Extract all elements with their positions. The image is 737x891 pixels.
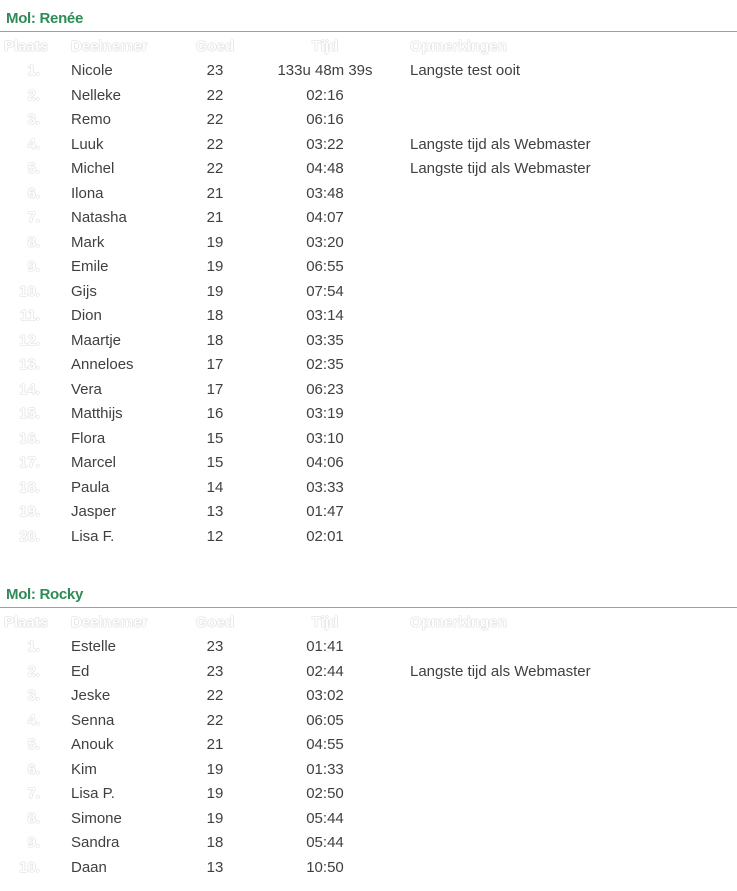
header-time: Tijd: [311, 38, 339, 55]
row-name: Lisa P.: [71, 785, 115, 802]
table-row: [0, 831, 737, 856]
table-row: [0, 709, 737, 734]
row-name: Anouk: [71, 736, 114, 753]
row-time: 03:14: [306, 307, 344, 324]
row-place: 3.: [27, 687, 40, 704]
row-place: 16.: [19, 429, 40, 447]
table-row: [0, 304, 737, 329]
row-time: 02:01: [306, 527, 344, 545]
row-place: 6.: [27, 760, 40, 778]
table-header: [0, 35, 737, 59]
row-time: 06:55: [306, 258, 344, 275]
row-place: 20.: [19, 527, 40, 545]
row-place: 9.: [27, 834, 40, 851]
row-score: 16: [206, 405, 224, 422]
row-time: 06:23: [306, 380, 344, 398]
row-time: 03:48: [306, 184, 344, 202]
table-header: [0, 611, 737, 635]
row-time: 06:16: [306, 111, 344, 128]
row-score: 18: [206, 307, 224, 324]
row-place: 13.: [19, 356, 40, 373]
row-name: Estelle: [71, 638, 117, 655]
row-time: 02:16: [306, 86, 344, 104]
table-body: [0, 59, 737, 549]
row-name: Mark: [71, 233, 105, 251]
row-name: Gijs: [71, 282, 97, 300]
table-row: [0, 684, 737, 709]
section-title: Mol: Renée: [6, 10, 84, 27]
table-row: [0, 856, 737, 881]
row-place: 1.: [27, 638, 40, 655]
row-name: Ed: [71, 662, 90, 680]
row-name: Dion: [71, 307, 102, 324]
row-score: 19: [206, 258, 224, 275]
row-time: 05:44: [306, 809, 344, 827]
row-place: 18.: [19, 478, 40, 496]
row-name: Daan: [71, 858, 107, 876]
row-time: 01:47: [306, 503, 344, 520]
row-name: Senna: [71, 711, 115, 729]
row-place: 14.: [19, 380, 40, 398]
row-score: 21: [206, 209, 224, 226]
table-body: [0, 635, 737, 880]
table-row: [0, 353, 737, 378]
row-place: 7.: [27, 785, 40, 802]
row-time: 01:33: [306, 760, 344, 778]
row-name: Jeske: [71, 687, 111, 704]
row-name: Anneloes: [71, 356, 134, 373]
table-row: [0, 758, 737, 783]
row-score: 17: [206, 356, 224, 373]
row-score: 18: [206, 331, 224, 349]
row-time: 02:50: [306, 785, 344, 802]
row-time: 04:48: [306, 160, 344, 177]
header-score: Goed: [195, 38, 235, 55]
header-place: Plaats: [4, 614, 49, 631]
header-time: Tijd: [311, 614, 339, 631]
row-score: 19: [206, 233, 224, 251]
row-score: 23: [206, 638, 224, 655]
row-place: 8.: [27, 809, 40, 827]
row-place: 8.: [27, 233, 40, 251]
row-name: Nelleke: [71, 86, 122, 104]
row-place: 3.: [27, 111, 40, 128]
row-time: 03:02: [306, 687, 344, 704]
row-name: Sandra: [71, 834, 120, 851]
table-row: [0, 402, 737, 427]
row-time: 04:07: [306, 209, 344, 226]
row-place: 4.: [27, 135, 40, 153]
row-time: 04:06: [306, 454, 344, 471]
row-name: Michel: [71, 160, 115, 177]
header-name: Deelnemer: [71, 614, 148, 631]
row-score: 14: [206, 478, 224, 496]
table-row: [0, 660, 737, 685]
table-row: [0, 525, 737, 550]
table-row: [0, 733, 737, 758]
row-score: 21: [206, 736, 224, 753]
row-name: Vera: [71, 380, 102, 398]
row-place: 19.: [19, 503, 40, 520]
table-row: [0, 157, 737, 182]
row-score: 22: [206, 135, 224, 153]
row-time: 05:44: [306, 834, 344, 851]
row-name: Natasha: [71, 209, 127, 226]
table-row: [0, 807, 737, 832]
table-row: [0, 133, 737, 158]
table-row: [0, 182, 737, 207]
row-time: 10:50: [306, 858, 344, 876]
row-place: 10.: [19, 282, 40, 300]
row-score: 15: [206, 429, 224, 447]
row-score: 18: [206, 834, 224, 851]
table-row: [0, 206, 737, 231]
row-time: 01:41: [306, 638, 344, 655]
row-place: 5.: [27, 160, 40, 177]
table-row: [0, 108, 737, 133]
row-place: 10.: [19, 858, 40, 876]
row-score: 19: [206, 785, 224, 802]
row-name: Maartje: [71, 331, 122, 349]
row-score: 22: [206, 687, 224, 704]
row-score: 17: [206, 380, 224, 398]
row-time: 03:22: [306, 135, 344, 153]
row-time: 03:19: [306, 405, 344, 422]
row-place: 7.: [27, 209, 40, 226]
header-note: Opmerkingen: [410, 614, 507, 631]
table-row: [0, 378, 737, 403]
row-time: 03:20: [306, 233, 344, 251]
header-place: Plaats: [4, 38, 49, 55]
row-time: 02:44: [306, 662, 344, 680]
row-name: Ilona: [71, 184, 104, 202]
header-note: Opmerkingen: [410, 38, 507, 55]
section-title: Mol: Rocky: [6, 586, 84, 603]
table-row: [0, 635, 737, 660]
table-row: [0, 280, 737, 305]
row-place: 2.: [27, 662, 40, 680]
row-score: 21: [206, 184, 224, 202]
row-name: Flora: [71, 429, 106, 447]
row-name: Lisa F.: [71, 527, 115, 545]
table-row: [0, 427, 737, 452]
table-row: [0, 782, 737, 807]
row-time: 133u 48m 39s: [277, 62, 373, 79]
header-name: Deelnemer: [71, 38, 148, 55]
row-score: 13: [206, 503, 224, 520]
row-score: 15: [206, 454, 224, 471]
row-name: Kim: [71, 760, 97, 778]
row-time: 03:35: [306, 331, 344, 349]
row-score: 22: [206, 160, 224, 177]
table-row: [0, 329, 737, 354]
row-name: Emile: [71, 258, 109, 275]
row-score: 22: [206, 86, 224, 104]
row-time: 04:55: [306, 736, 344, 753]
row-place: 11.: [19, 307, 40, 324]
row-score: 19: [206, 282, 224, 300]
row-score: 13: [206, 858, 224, 876]
table-row: [0, 59, 737, 84]
row-note: Langste tijd als Webmaster: [410, 135, 591, 153]
row-place: 17.: [19, 454, 40, 471]
row-place: 12.: [19, 331, 40, 349]
row-time: 06:05: [306, 711, 344, 729]
row-name: Simone: [71, 809, 122, 827]
table-row: [0, 231, 737, 256]
row-place: 5.: [27, 736, 40, 753]
row-time: 02:35: [306, 356, 344, 373]
table-row: [0, 451, 737, 476]
row-place: 4.: [27, 711, 40, 729]
row-name: Nicole: [71, 62, 113, 79]
row-place: 1.: [27, 62, 40, 79]
row-score: 23: [206, 62, 224, 79]
row-name: Paula: [71, 478, 110, 496]
row-name: Luuk: [71, 135, 104, 153]
row-name: Matthijs: [71, 405, 123, 422]
row-note: Langste tijd als Webmaster: [410, 160, 591, 177]
table-row: [0, 255, 737, 280]
table-row: [0, 500, 737, 525]
row-note: Langste test ooit: [410, 62, 521, 79]
row-time: 07:54: [306, 282, 344, 300]
header-score: Goed: [195, 614, 235, 631]
row-time: 03:33: [306, 478, 344, 496]
table-row: [0, 84, 737, 109]
row-score: 23: [206, 662, 224, 680]
row-name: Marcel: [71, 454, 117, 471]
row-place: 15.: [19, 405, 40, 422]
row-score: 22: [206, 111, 224, 128]
table-row: [0, 476, 737, 501]
row-score: 12: [206, 527, 224, 545]
row-note: Langste tijd als Webmaster: [410, 662, 591, 680]
row-time: 03:10: [306, 429, 344, 447]
row-score: 19: [206, 760, 224, 778]
row-place: 2.: [27, 86, 40, 104]
row-score: 19: [206, 809, 224, 827]
row-score: 22: [206, 711, 224, 729]
row-name: Remo: [71, 111, 112, 128]
row-name: Jasper: [71, 503, 117, 520]
row-place: 9.: [27, 258, 40, 275]
section-divider: [0, 31, 737, 32]
row-place: 6.: [27, 184, 40, 202]
section-divider: [0, 607, 737, 608]
